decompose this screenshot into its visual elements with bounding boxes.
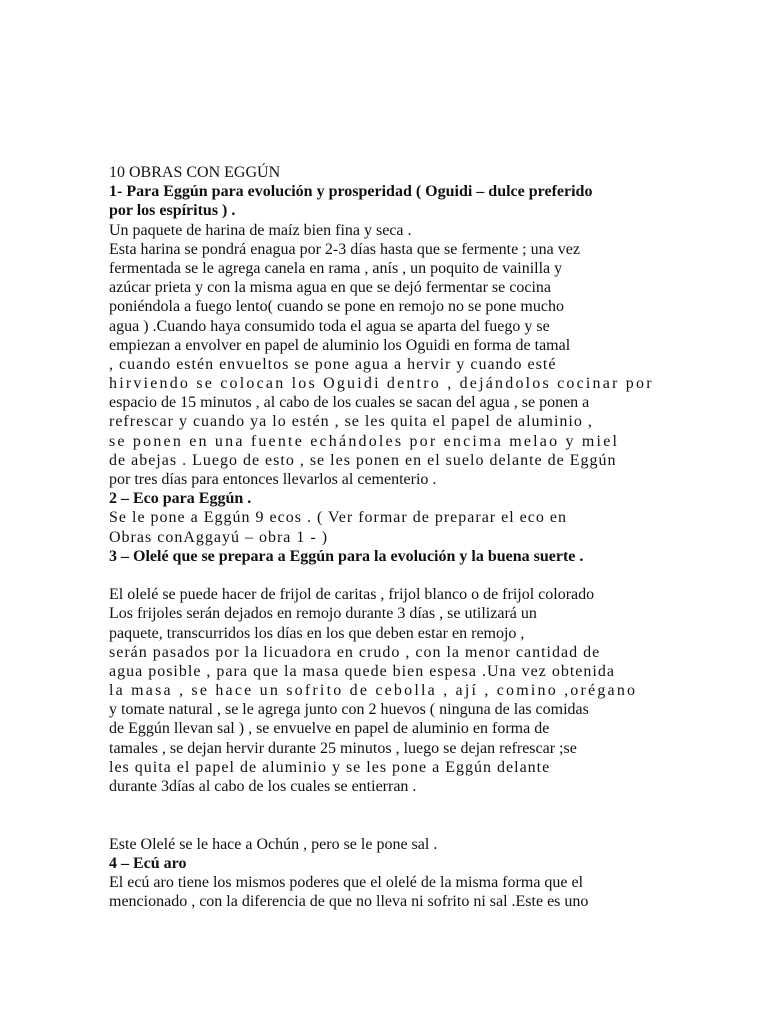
section-3-line: Los frijoles serán dejados en remojo durante 3 días , se utilizará un [109,605,537,623]
section-3-line: serán pasados por la licuadora en crudo , con la menor cantidad de [109,643,601,661]
section-4-line: El ecú aro tiene los mismos poderes que el olelé de la misma forma que el [109,873,584,891]
section-3-line: les quita el papel de aluminio y se les pone a Eggún delante [109,758,551,776]
section-3-line: y tomate natural , se le agrega junto con 2 huevos ( ninguna de las comidas [109,701,589,719]
section-3-note: Este Olelé se le hace a Ochún , pero se le pone sal . [109,835,438,853]
section-3-line: tamales , se dejan hervir durante 25 minutos , luego se dejan refrescar ;se [109,739,577,757]
section-2-heading: 2 – Eco para Eggún . [109,490,252,508]
section-2-line: Obras conAggayú – obra 1 - ) [109,528,329,546]
section-4-heading: 4 – Ecú aro [109,854,187,872]
section-3-line: durante 3días al cabo de los cuales se entierran . [109,778,417,795]
section-3-heading: 3 – Olelé que se prepara a Eggún para la evolución y la buena suerte . [109,547,584,565]
section-3-line: la masa , se hace un sofrito de cebolla , ají , comino ,orégano [109,682,638,700]
section-1-line: hirviendo se colocan los Oguidi dentro , dejándolos cocinar por [109,375,654,393]
section-1-line: Esta harina se pondrá enagua por 2-3 días hasta que se fermente ; una vez [109,240,580,258]
spacer [109,815,669,834]
section-1-line: refrescar y cuando ya lo estén , se les quita el papel de aluminio , [109,413,593,431]
section-1-line: Un paquete de harina de maíz bien fina y seca . [109,221,412,239]
section-1-line: agua ) .Cuando haya consumido toda el agua se aparta del fuego y se [109,317,550,335]
section-1-line: de abejas . Luego de esto , se les ponen en el suelo delante de Eggún [109,451,617,469]
section-3-line: paquete, transcurridos los días en los que deben estar en remojo , [109,624,525,642]
section-3-line: de Eggún llevan sal ) , se envuelve en papel de aluminio en forma de [109,720,550,738]
section-1-heading: 1- Para Eggún para evolución y prosperidad ( Oguidi – dulce preferido [109,183,593,201]
section-1-heading-cont: por los espíritus ) . [109,202,236,220]
section-2-line: Se le pone a Eggún 9 ecos . ( Ver formar de preparar el eco en [109,509,567,527]
section-1-line: se ponen en una fuente echándoles por encima melao y miel [109,432,620,450]
document-body [109,163,669,911]
section-1-line: por tres días para entonces llevarlos al cementerio . [109,471,437,488]
section-3-line: agua posible , para que la masa quede bien espesa .Una vez obtenida [109,662,615,680]
spacer [109,796,669,815]
section-1-line: azúcar prieta y con la misma agua en que se dejó fermentar se cocina [109,279,552,297]
document-title: 10 OBRAS CON EGGÚN [109,164,281,181]
spacer [109,566,669,585]
section-1-line: poniéndola a fuego lento( cuando se pone en remojo no se pone mucho [109,298,564,316]
section-1-line: empiezan a envolver en papel de aluminio los Oguidi en forma de tamal [109,336,571,354]
section-1-line: , cuando estén envueltos se pone agua a hervir y cuando esté [109,355,557,373]
section-1-line: espacio de 15 minutos , al cabo de los cuales se sacan del agua , se ponen a [109,394,590,412]
section-1-line: fermentada se le agrega canela en rama , anís , un poquito de vainilla y [109,259,563,277]
section-3-line: El olelé se puede hacer de frijol de caritas , frijol blanco o de frijol colorado [109,586,595,604]
section-4-line: mencionado , con la diferencia de que no lleva ni sofrito ni sal .Este es uno [109,893,589,911]
